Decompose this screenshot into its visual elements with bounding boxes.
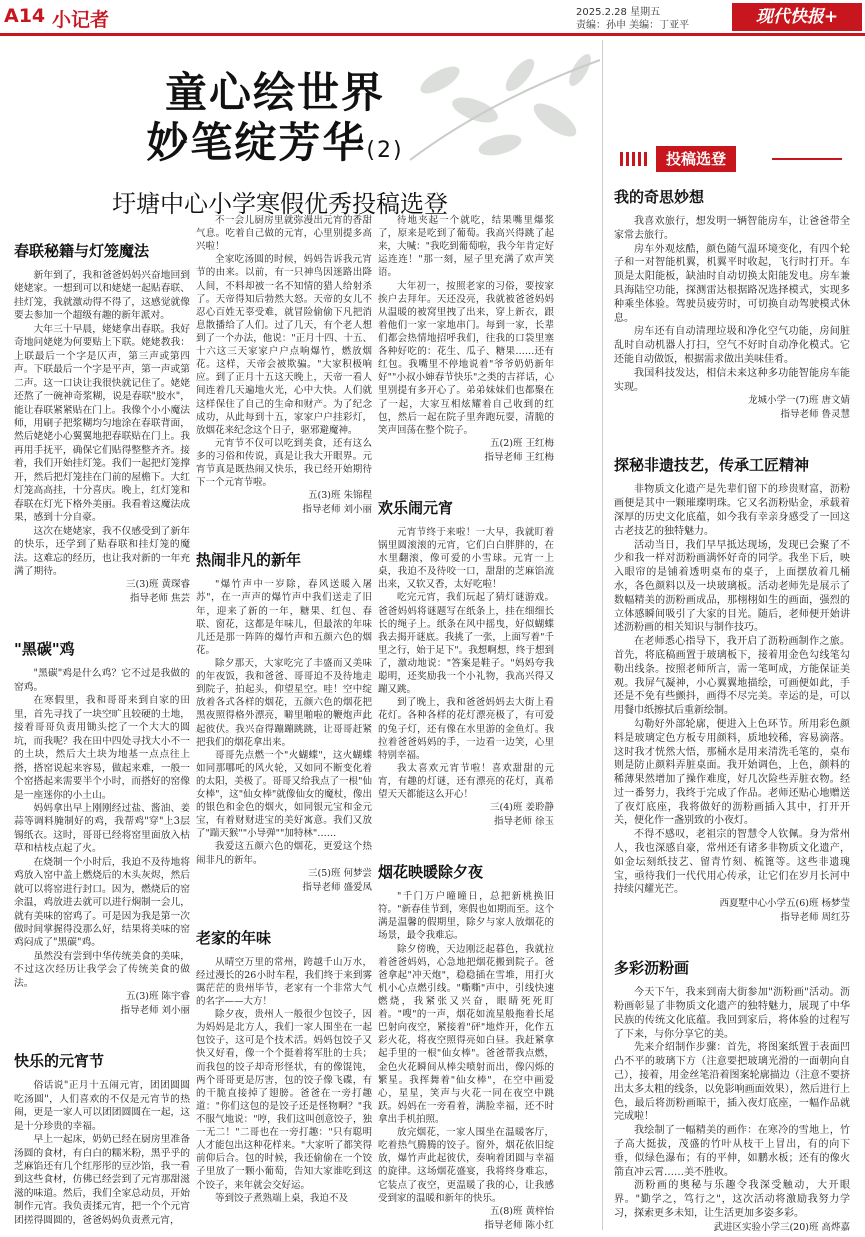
article-paragraph: 从晴空万里的常州，跨越千山万水，经过漫长的26小时车程，我们终于来到雾霭茫茫的贵州毕节，老家有一个非常大气的名字——大方！	[196, 956, 372, 1008]
column-1	[14, 234, 190, 1234]
article-paragraph: 在烧制一个小时后，我迫不及待地将鸡放入窑中盖上燃烧后的木头灰烬，然后就可以将窑进行封口。因为，燃烧后的窑余温，鸡放进去就可以进行焖制一会儿，就有美味的窑鸡了。可是因为我是第一次做时间掌握得没那么好，结果将美味的窑鸡闷成了"黑碳"鸡。	[14, 856, 190, 949]
article-paragraph: 放完烟花，一家人围坐在温暖客厅，吃着热气腾腾的饺子。窗外，烟花依旧绽放，爆竹声此起彼伏，奏响着团圆与幸福的旋律。这场烟花盛宴，我将终身难忘，它装点了夜空，更温暖了我的心，让我感受到家的温暖和新年的快乐。	[378, 1127, 554, 1204]
article-spacer	[378, 829, 554, 855]
article-paragraph: 除夕夜，贵州人一般很少包饺子，因为妈妈是北方人，我们一家人围坐在一起包饺子，这可是个技术活。妈妈包饺子又快又好看，像一个个挺着将军肚的士兵；而我包的饺子却奇形怪状，有的像馄饨，两个哥哥更是厉害，包的饺子像飞碟，有的干脆直接掉了翅膀。爸爸在一旁打趣道："你们这包的是饺子还是怪物啊？"我不服气地说："哼，我们这叫创意饺子，独一无二！"二哥也在一旁打趣："只有聪明人才能包出这种花样来。"大家听了都笑得前仰后合。包的时候，我还偷偷在一个饺子里放了一颗小葡萄，告知大家谁吃到这个饺子，来年就会交好运。	[196, 1009, 372, 1191]
article-paragraph: 活动当日，我们早早抵达现场，发现已会聚了不少和我一样对沥粉画满怀好奇的同学。我坐下后，映入眼帘的是铺着透明桌布的桌子，上面摆放着几桶水，各色颜料以及一块玻璃板。活动老师先是展示了数幅精美的沥粉画成品，那栩栩如生的画面，强烈的立体感瞬间吸引了大家的目光。随后，老师便开始讲述沥粉画的相关知识与制作技巧。	[614, 539, 850, 634]
article-teacher: 指导老师 鲁灵慧	[780, 409, 850, 421]
article-paragraph: 到了晚上，我和爸爸妈妈去大街上看花灯。各种各样的花灯漂亮极了，有可爱的兔子灯，还有像在水里游的金鱼灯。我拉着爸爸妈妈的手，一边看一边笑，心里特别幸福。	[378, 697, 554, 761]
article-title: 快乐的元宵节	[14, 1052, 105, 1071]
column-3	[378, 214, 554, 1234]
article-spacer	[14, 1018, 190, 1044]
article-teacher: 指导老师 陈小红	[484, 1219, 554, 1231]
article-paragraph: 早上一起床，奶奶已经在厨房里准备汤圆的食材，有白白的糯米粉，黑乎乎的芝麻馅还有几个红彤彤的豆沙馅，我一看到这些食材，仿佛已经尝到了元宵那甜滋滋的味道。然后，我们全家总动员，开始制作元宵。我负责揉元宵，把一个个元宵团搓得圆圆的，爸爸妈妈负责煮元宵，	[14, 1134, 190, 1226]
article	[14, 638, 190, 1018]
article-title: 多彩沥粉画	[614, 959, 690, 978]
article-byline: 五(3)班 朱锦程	[308, 490, 372, 502]
article-byline: 三(4)班 姜聆静	[490, 802, 554, 814]
article-spacer	[14, 606, 190, 632]
article-byline: 三(5)班 何梦尝	[308, 867, 372, 879]
article-paragraph: 勾勒好外部轮廓，便进入上色环节。所用彩色颜料是玻璃定色方板专用颜料，质地较稀，容易滴落。这时我才恍然大悟，那桶水是用来清洗毛笔的，桌布则是防止颜料弄脏桌面。我开始调色，上色，颜料的稀薄果然增加了操作难度，好几次险些弄脏衣物。经过一番努力，我终于完成了作品。老师还贴心地赠送了夜灯底座，我将做好的沥粉画插入其中，打开开关，便化作一盏别致的小夜灯。	[614, 718, 850, 827]
article-paragraph: 沥粉画的奥秘与乐趣令我深受触动，大开眼界。"勤学之，笃行之"，这次活动将激励我努力学习，探索更多未知，让生活更加多姿多彩。	[614, 1180, 850, 1220]
badge-stripes	[620, 152, 650, 166]
submission-badge	[620, 146, 845, 172]
article-title: 烟花映暖除夕夜	[378, 863, 484, 882]
article-teacher: 指导老师 盛爱凤	[302, 881, 372, 893]
article-spacer	[378, 465, 554, 491]
article-paragraph: "爆竹声中一岁除，春风送暖入屠苏"，在一声声的爆竹声中我们送走了旧年，迎来了新的一年，糖果、红包、春联、窗花，这都是年味儿，但最浓的年味儿还是那一阵阵的爆竹声和五颜六色的烟花。	[196, 579, 372, 656]
article-title: 欢乐闹元宵	[378, 498, 454, 517]
article-title: "黑碳"鸡	[14, 640, 75, 659]
article	[614, 454, 850, 925]
article	[196, 927, 372, 1205]
article-paragraph: 不一会儿厨房里就弥漫出元宵的香甜气息。吃着自己做的元宵，心里别提多高兴啦！	[196, 215, 372, 253]
masthead-logo: 现代快报+	[732, 3, 862, 31]
badge-rule	[772, 158, 842, 160]
article-teacher: 指导老师 刘小丽	[120, 1005, 190, 1017]
article	[14, 1050, 190, 1227]
article-byline: 武进区实验小学三(20)班 高烨嘉	[713, 1221, 850, 1233]
badge-label: 投稿选登	[656, 146, 736, 172]
article	[196, 214, 372, 517]
article-paragraph: 我国科技发达，相信未来这种多功能智能房车能实现。	[614, 367, 850, 393]
article-teacher: 指导老师 王红梅	[484, 451, 554, 463]
column-4	[614, 180, 850, 1235]
feature-part-number: (2)	[366, 138, 404, 163]
article-paragraph: 等到饺子煮熟端上桌，我迫不及	[215, 1192, 349, 1204]
article-paragraph: 全家吃汤圆的时候，妈妈告诉我元宵节的由来。以前，有一只神鸟因迷路出降人间，不料却被一名不知情的猎人给射杀了。天帝得知后勃然大怒。天帝的女儿不忍心百姓无辜受难，就冒险偷偷下凡把消息散播给了人们。过了几天，有个老人想到了一个办法，他说："正月十四、十五、十六这三天家家户户点响爆竹，燃放烟花。这样，天帝会被欺骗。"大家积极响应。到了正月十五这天晚上，天帝一看人间连着几天遍地火光，心中大快。人们就这样保住了自己的生命和财产。为了纪念成功，从此每到十五，家家户户挂彩灯，放烟花来纪念这个日子，驱邪避魔神。	[196, 254, 372, 436]
article-byline: 西夏墅中心小学五(6)班 杨梦莹	[719, 898, 850, 910]
article-teacher: 指导老师 徐玉	[493, 816, 554, 828]
article	[378, 497, 554, 829]
article-paragraph: 房车还有自动清理垃圾和净化空气功能，房间脏乱时自动机器人打扫，空气不好时自动净化模式。它还能自动做饭，根据需求做出美味佳肴。	[614, 326, 850, 365]
article-paragraph: 我太喜欢元宵节啦！喜欢甜甜的元宵，有趣的灯谜，还有漂亮的花灯，真希望天天都能这么开心！	[378, 762, 554, 801]
article-paragraph: 待地夹起一个就吃，结果嘴里爆浆了，原来是吃到了葡萄。我高兴得跳了起来，大喊："我吃到葡萄啦，我今年肯定好运连连！"那一刻，屋子里充满了欢声笑语。	[378, 215, 554, 279]
article-title: 春联秘籍与灯笼魔法	[14, 242, 150, 260]
article	[614, 957, 850, 1235]
article-paragraph: 这次在姥姥家，我不仅感受到了新年的快乐，还学到了贴春联和挂灯笼的魔法。这难忘的经历，也让我对新的一年充满了期待。	[14, 525, 190, 577]
article-paragraph: 我绘制了一幅精美的画作：在寒冷的雪地上，竹子高大挺拔，茂盛的竹叶从枝干上冒出，有的向下垂，似绿色瀑布；有的平伸，如鹏水板；还有的像火箭直冲云霄……美不胜收。	[614, 1125, 850, 1178]
article-paragraph: 哥哥先点燃一个"火蝴蝶"，这火蝴蝶如同那哪吒的风火轮，又如同不断变化着的太阳，美极了。哥哥又给我点了一根"仙女棒"，这"仙女棒"就像仙女的魔杖，像出的银色和金色的烟火，如同银元宝和金元宝，有着财财进宝的美好寓意。我们又放了"踹天猴""小导弹""加特林"……	[196, 749, 372, 840]
article-spacer	[196, 895, 372, 921]
header-meta	[576, 6, 726, 32]
feature-title-line1: 童心绘世界	[164, 68, 385, 117]
article-teacher: 指导老师 周红芬	[780, 912, 850, 924]
article	[14, 240, 190, 606]
article-paragraph: 大年三十早晨，姥姥拿出春联。我好奇地问姥姥为何要贴上下联。姥姥教我：上联最后一个字是仄声，第三声或第四声。下联最后一个字是平声，第一声或第二声。这一口诀让我很快就记住了。姥姥还熬了一碗神奇浆糊，说是春联"胶水"，能让春联紧紧贴在门上。我像个小小魔法师，用刷子把浆糊均匀地涂在春联背面，然后姥姥小心翼翼地把春联贴在门上。我再用手抚平，确保它们贴得整整齐齐。接着，我们开始挂灯笼。我们一起把灯笼撑开，然后把灯笼挂在门前的屋檐下。大红灯笼高高挂，十分喜庆。晚上，红灯笼和春联在灯光下格外美丽。我看着这魔法成果，感到十分自豪。	[14, 323, 190, 524]
article-paragraph: 房车外观炫酷，颜色随气温环境变化，有四个轮子和一对智能机翼，机翼平时收起，飞行时打开。车顶是太阳能板，缺油时自动切换太阳能发电。房车兼具海陆空功能，探测雷达根据路况选择模式，实现多种乘坐体验。驾驶员疲劳时，可切换自动驾驶模式休息。	[614, 243, 850, 324]
article-paragraph: 大年初一，按照老家的习俗，要按家挨户去拜年。天还没亮，我就被爸爸妈妈从温暖的被窝里拽了出来，穿上新衣，跟着他们一家一家地串门。每到一家，长辈们都会热情地招呼我们，往我的口袋里塞各种好吃的：花生、瓜子、糖果……还有红包。我嘴里不停地说着"爷爷奶奶新年好""小叔小婶春节快乐"之类的吉祥话，心里别提有多开心了。弟弟妹妹们也都聚在了一起，大家互相炫耀着自己收到的红包，然后一起在院子里奔跑玩耍，清脆的笑声回荡在整个院子。	[378, 280, 554, 436]
article-paragraph: 吃完元宵，我们玩起了猜灯谜游戏。爸爸妈妈将谜题写在纸条上，挂在细细长长的绳子上。纸条在风中摇曳，好似蝴蝶我去揭开谜底。我挑了一张，上面写着"千里之行，始于足下"。我想啊想，终于想到了，激动地说："答案是鞋子。"妈妈夸我聪明，还奖励我一个小礼物，我高兴得又蹦又跳。	[378, 592, 554, 696]
article-teacher: 指导老师 刘小丽	[302, 504, 372, 516]
article-paragraph: 在寒假里，我和哥哥来到自家的田里，首先寻找了一块空旷且较硬的土地，接着哥哥负责用锄头挖了一个大大的圆坑，而我呢？我在田中四处寻找大小不一的土块，然后大土块为地基一点点往上搭，搭窑说起来容易，做起来难，一般一个窑搭起来需要半个小时，而搭好的窑像是一座迷你的小土山。	[14, 695, 190, 801]
article-paragraph: 虽然没有尝到中华传统美食的美味，不过这次经历让我学会了传统美食的做法。	[14, 950, 190, 989]
article-paragraph: 新年到了，我和爸爸妈妈兴奋地回到姥姥家。一想到可以和姥姥一起贴春联、挂灯笼，我就激动得不得了，这感觉就像要去参加一个超级有趣的新年派对。	[14, 270, 190, 322]
article	[196, 549, 372, 894]
article-title: 我的奇思妙想	[614, 188, 705, 206]
article	[614, 186, 850, 422]
article-byline: 三(3)班 黄琛睿	[126, 579, 190, 591]
article-paragraph: 先来介绍制作步骤：首先，将图案纸置于表面凹凸不平的玻璃下方（注意要把玻璃光滑的一面朝向自己），接着，用金丝笔沿着图案轮廓描边（注意不要挤出太多太粗的线条，以免影响画面效果），然后进行上色，最后将沥粉画晾干，插入夜灯底座，一幅作品就完成啦！	[614, 1042, 850, 1123]
column-divider	[602, 40, 603, 1230]
article-spacer	[614, 422, 850, 448]
article-paragraph: "黑碳"鸡是什么鸡？它不过是我做的窑鸡。	[14, 668, 190, 693]
article	[378, 214, 554, 465]
article-paragraph: 我爱这五颜六色的烟花，更爱这个热闹非凡的新年。	[196, 841, 372, 866]
article-teacher: 指导老师 焦芸	[129, 593, 190, 605]
article-paragraph: 妈妈拿出早上刚刚经过盐、酱油、姜蒜等调料腌制好的鸡，我帮鸡"穿"上3层锡纸衣。这时，哥哥已经将窑里面放入枯草和枯枝点起了火。	[14, 802, 190, 855]
article-spacer	[196, 517, 372, 543]
article-byline: 龙城小学一(7)班 唐文婧	[748, 395, 850, 407]
article-byline: 五(3)班 陈宇睿	[126, 991, 190, 1003]
article	[378, 861, 554, 1233]
article-paragraph: 在老师悉心指导下，我开启了沥粉画制作之旅。首先，将底稿画置于玻璃板下，接着用金色勾线笔勾勒出线条。按照老师所言，需一笔呵成，方能保证美观。我屏气凝神，小心翼翼地描绘，可画便如此，手还是不免有些颤抖，画得不尽完美。幸运的是，可以用餐巾纸擦拭后重新绘制。	[614, 636, 850, 717]
feature-title	[110, 68, 440, 176]
article-paragraph: 元宵节终于来啦！一大早，我就盯着锅里圆滚滚的元宵，它们白白胖胖的，在水里翻滚，像可爱的小雪球。元宵一上桌，我迫不及待咬一口，甜甜的芝麻馅流出来，又软又香，太好吃啦！	[378, 526, 554, 591]
article-title: 探秘非遗技艺，传承工匠精神	[614, 456, 810, 475]
issue-date: 2025.2.28 星期五	[576, 7, 661, 18]
feature-subtitle: 圩塘中心小学寒假优秀投稿选登	[112, 190, 448, 218]
article-title: 热闹非凡的新年	[196, 551, 302, 570]
article-paragraph: 非物质文化遗产是先辈们留下的珍贵财富，沥粉画便是其中一颗璀璨明珠。它又名沥粉贴金，承载着深厚的历史文化底蕴，如今我有幸亲身感受了一回这古老技艺的独特魅力。	[614, 484, 850, 537]
article-paragraph: "千门万户曈曈日，总把新桃换旧符。"新春佳节到，寒假也如期而至。这个满是温馨的假期里，除夕与家人放烟花的场景，最令我难忘。	[378, 891, 554, 942]
article-paragraph: 除夕傍晚，天边刚泛起暮色，我就拉着爸爸妈妈，心急地把烟花搬到院子。爸爸拿起"冲天炮"，稳稳插在雪堆，用打火机小心点燃引线。"嘶嘶"声中，引线快速燃烧，我紧张又兴奋，眼睛死死盯着。"嗖"的一声，烟花如流星般拖着长尾巴射向夜空，紧接着"砰"地炸开，化作五彩火花，将夜空照得亮如白昼。我赶紧拿起手里的一根"仙女棒"。爸爸帮我点燃，金色火花瞬间从棒尖喷射而出，像闪烁的繁星。我挥舞着"仙女棒"，在空中画爱心，星星，笑声与火花一同在夜空中跳跃。妈妈在一旁看着，满脸幸福，还不时拿出手机拍照。	[378, 943, 554, 1126]
article-paragraph: 今天下午，我来到南大街参加"沥粉画"活动。沥粉画彰显了非物质文化遗产的独特魅力，展现了中华民族的传统文化底蕴。我回到家后，将体验的过程写了下来，与你分享它的美。	[614, 987, 850, 1040]
article-paragraph: 不得不感叹，老祖宗的智慧令人钦佩。身为常州人，我也深感自豪，常州还有诸多非物质文化遗产，如金坛刻纸技艺、留青竹刻、梳篦等。这些非遗瑰宝，亟待我们一代代用心传承，让它们在岁月长河中持续闪耀光芒。	[614, 829, 850, 896]
article-paragraph: 我喜欢旅行，想发明一辆智能房车，让爸爸带全家常去旅行。	[614, 216, 850, 241]
page-code: A14	[4, 5, 46, 27]
feature-title-line2: 妙笔绽芳华	[146, 118, 367, 167]
column-2	[196, 214, 372, 1234]
section-name: 小记者	[52, 9, 110, 31]
editor-credits: 责编：孙申 美编：丁亚平	[576, 20, 690, 31]
article-paragraph: 元宵节不仅可以吃到美食，还有这么多的习俗和传说，真是让我大开眼界。元宵节真是既热闹又快乐，我已经开始期待下一个元宵节啦。	[196, 437, 372, 489]
article-title: 老家的年味	[196, 928, 272, 947]
article-byline: 五(2)班 王红梅	[490, 437, 554, 449]
page-header	[0, 0, 865, 36]
article-paragraph: 除夕那天，大家吃完了丰盛而又美味的年夜饭，我和爸爸、哥哥迫不及待地走到院子，拍起头，仰望星空。哇！空中绽放着各式各样的烟花，五颜六色的烟花把黑夜照得格外漂亮，噼里啪啦的鞭炮声此起彼伏。我兴奋得蹦蹦跳跳，让哥哥赶紧把我们的烟花拿出来。	[196, 657, 372, 748]
article-byline: 五(8)班 黄梓怡	[490, 1205, 554, 1217]
article-spacer	[614, 925, 850, 951]
article-paragraph: 俗话说"正月十五闹元宵，团团圆圆吃汤圆"，人们喜欢的不仅是元宵节的热闹，更是一家人可以团团圆圆在一起，这是十分珍贵的幸福。	[14, 1080, 190, 1132]
